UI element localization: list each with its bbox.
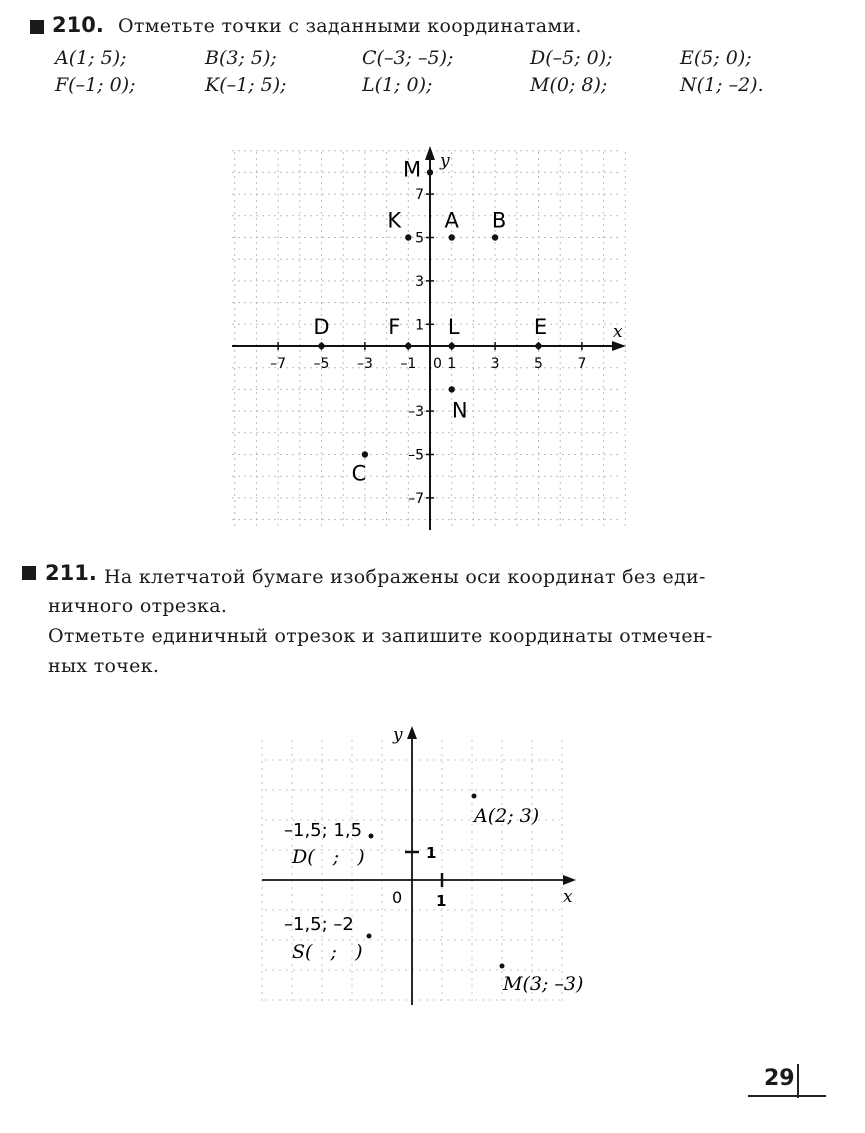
coordinate-plane-210: [220, 140, 640, 550]
point-A: [472, 794, 477, 799]
point-C-coords: C(–3; –5);: [362, 47, 454, 69]
y-tick-label: –7: [408, 490, 424, 507]
y-tick-label: 7: [415, 187, 424, 204]
x-tick-label: –1: [400, 356, 417, 372]
x-tick-label: –3: [356, 356, 373, 372]
page-number-divider: [797, 1064, 799, 1098]
point-C-label: C: [351, 461, 367, 486]
point-D-answer: –1,5; 1,5: [284, 820, 363, 841]
origin-label: 0: [392, 888, 403, 907]
page-number-underline: [748, 1095, 826, 1097]
point-C: [362, 451, 368, 457]
y-tick-label: 3: [415, 273, 424, 290]
unit-y-label: 1: [426, 844, 437, 862]
point-B-label: B: [491, 208, 507, 233]
x-tick-label: 7: [577, 356, 587, 372]
point-M-coords: M(0; 8);: [530, 74, 608, 96]
unit-x-label: 1: [436, 892, 447, 910]
task-211-marker: [22, 566, 36, 580]
y-tick-label: 1: [415, 317, 424, 334]
point-E: [535, 343, 541, 349]
point-D-label: D: [313, 315, 330, 339]
y-axis-arrow: [407, 726, 417, 739]
point-B-coords: B(3; 5);: [205, 47, 277, 69]
point-E-coords: E(5; 0);: [680, 47, 752, 69]
point-F-label: F: [388, 315, 401, 339]
task-210-marker: [30, 20, 44, 34]
task-210-number: 210.: [52, 13, 104, 37]
point-A-label: A(2; 3): [474, 805, 540, 827]
coordinate-plane-211: [250, 715, 600, 1025]
point-D: [369, 834, 374, 839]
y-tick-label: –3: [408, 404, 424, 421]
origin-label: 0: [433, 356, 442, 372]
point-S: [367, 934, 372, 939]
page-number: 29: [764, 1066, 795, 1091]
y-tick-label: –5: [408, 447, 424, 464]
x-tick-label: –5: [313, 356, 330, 372]
point-A-coords: A(1; 5);: [55, 47, 127, 69]
point-N: [449, 386, 455, 392]
y-axis-label: y: [440, 151, 450, 171]
task-211-line-3: Отметьте единичный отрезок и запишите координаты отмечен-: [48, 625, 713, 647]
x-tick-label: 3: [490, 356, 500, 372]
point-D: [318, 343, 324, 349]
y-axis-label: y: [393, 725, 403, 745]
y-tick-label: 5: [415, 230, 424, 247]
x-tick-label: 1: [447, 356, 457, 372]
x-tick-label: 5: [534, 356, 543, 372]
task-211-line-1: На клетчатой бумаге изображены оси координат без еди-: [104, 566, 706, 588]
y-axis-arrow: [425, 146, 435, 160]
point-A-label: A: [444, 208, 459, 233]
point-M-label: M: [402, 157, 422, 182]
point-M: [500, 964, 505, 969]
point-N-coords: N(1; –2).: [680, 74, 764, 96]
point-S-answer: –1,5; –2: [284, 914, 354, 935]
x-axis-arrow: [563, 875, 576, 885]
point-L-label: L: [447, 315, 460, 339]
task-211-line-4: ных точек.: [48, 655, 160, 677]
point-F: [405, 343, 411, 349]
x-tick-label: –7: [270, 356, 287, 372]
point-D-label: D( ; ): [292, 846, 365, 868]
point-B: [492, 234, 498, 240]
point-K: [405, 234, 411, 240]
point-K-coords: K(–1; 5);: [205, 74, 287, 96]
point-E-label: E: [533, 315, 548, 339]
task-211-line-2: ничного отрезка.: [48, 595, 228, 617]
point-L: [449, 343, 455, 349]
point-M-label: M(3; –3): [503, 973, 584, 995]
point-M: [427, 169, 433, 175]
x-axis-arrow: [612, 341, 626, 351]
task-210-title: Отметьте точки с заданными координатами.: [118, 15, 582, 37]
point-L-coords: L(1; 0);: [362, 74, 433, 96]
point-N-label: N: [451, 398, 468, 423]
point-S-label: S( ; ): [292, 941, 363, 963]
point-D-coords: D(–5; 0);: [530, 47, 613, 69]
point-A: [449, 234, 455, 240]
point-F-coords: F(–1; 0);: [55, 74, 136, 96]
point-K-label: K: [387, 208, 402, 233]
task-211-number: 211.: [45, 561, 97, 585]
x-axis-label: x: [563, 887, 573, 907]
x-axis-label: x: [613, 322, 623, 342]
